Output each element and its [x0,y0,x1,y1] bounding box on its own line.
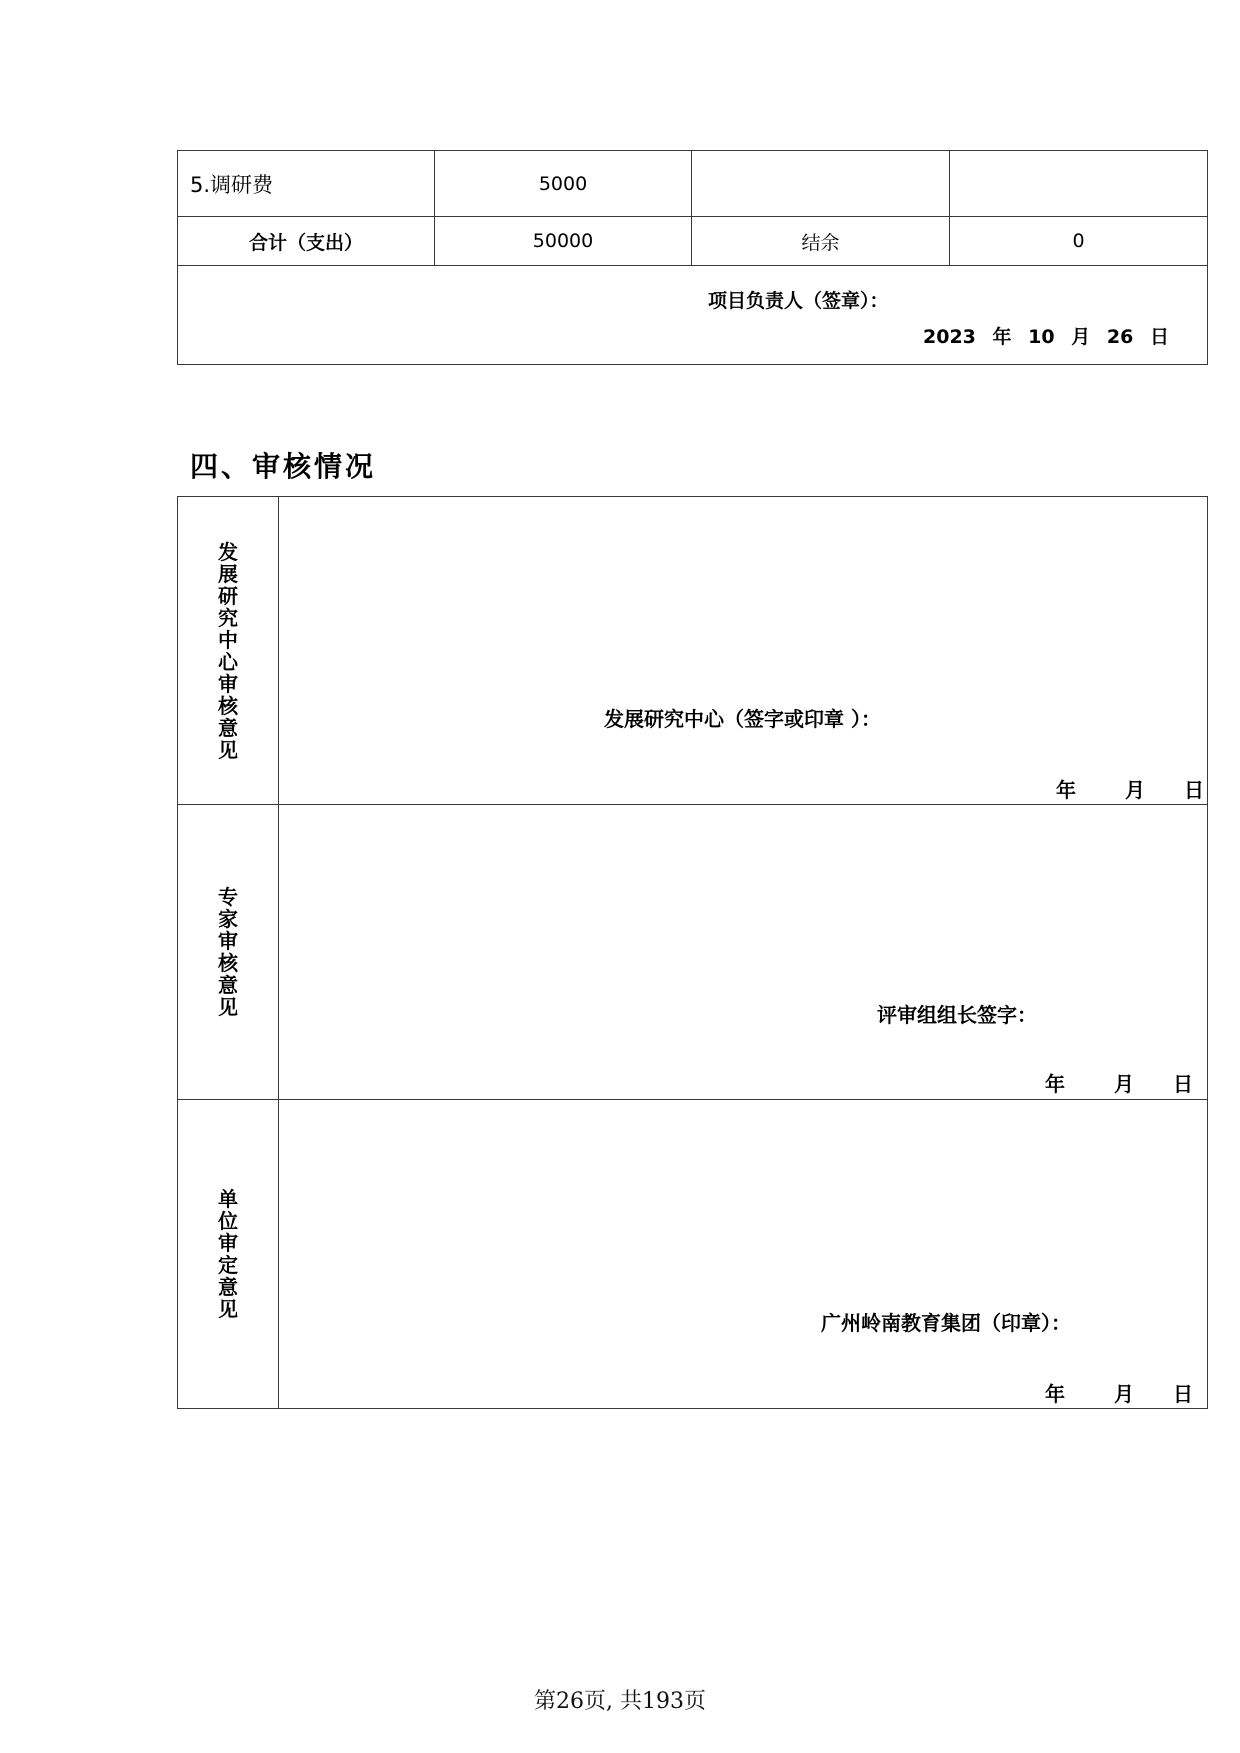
research-center-label-cell [178,497,279,805]
review-row-research-center [178,497,1208,805]
research-fee-col4 [950,151,1208,217]
date-year-unit: 年 [1045,1382,1065,1406]
review-row-expert [178,805,1208,1100]
research-fee-col3 [692,151,950,217]
expert-opinion-cell [279,805,1208,1100]
research-center-sign-label: 发展研究中心（签字或印章 ）： [604,707,881,731]
unit-date [1045,1378,1193,1407]
total-label: 合计（支出） [178,217,435,266]
unit-opinion-cell [279,1100,1208,1409]
research-center-label: 发展研究中心审核意见 [218,539,238,762]
review-row-unit [178,1100,1208,1409]
date-year-unit: 年 [992,326,1012,348]
section-title: 四、审核情况 [190,450,377,483]
date-month: 10 [1028,326,1055,348]
budget-table [177,150,1208,365]
budget-row-signature [178,266,1208,365]
date-month-unit: 月 [1113,1072,1134,1096]
unit-label: 单位审定意见 [218,1187,238,1321]
balance-label: 结余 [692,217,950,266]
project-leader-signature-label: 项目负责人（签章）： [708,290,889,312]
date-month-unit: 月 [1071,326,1091,348]
date-day-unit: 日 [1172,1382,1193,1406]
date-month-unit: 月 [1113,1382,1134,1406]
expert-sign-label: 评审组组长签字： [877,1003,1037,1027]
page-number-footer: 第26页, 共193页 [534,1689,706,1714]
research-center-opinion-cell [279,497,1208,805]
expert-label-cell [178,805,279,1100]
signature-cell [178,266,1208,365]
review-table [177,496,1208,1409]
unit-label-cell [178,1100,279,1409]
expert-label: 专家审核意见 [218,885,238,1019]
research-fee-amount: 5000 [435,151,692,217]
date-year-unit: 年 [1045,1072,1065,1096]
date-day: 26 [1106,326,1134,348]
date-day-unit: 日 [1183,778,1204,802]
total-amount: 50000 [435,217,692,266]
expert-date [1045,1068,1193,1097]
date-day-unit: 日 [1149,326,1169,348]
research-center-date [1056,774,1204,803]
budget-row-total [178,217,1208,266]
date-year-unit: 年 [1056,778,1076,802]
signature-date [923,322,1179,349]
date-year: 2023 [923,326,976,348]
date-day-unit: 日 [1172,1072,1193,1096]
research-fee-label: 5.调研费 [178,151,435,217]
balance-value: 0 [950,217,1208,266]
budget-row-research [178,151,1208,217]
unit-sign-label: 广州岭南教育集团（印章）： [821,1311,1071,1335]
date-month-unit: 月 [1124,778,1145,802]
